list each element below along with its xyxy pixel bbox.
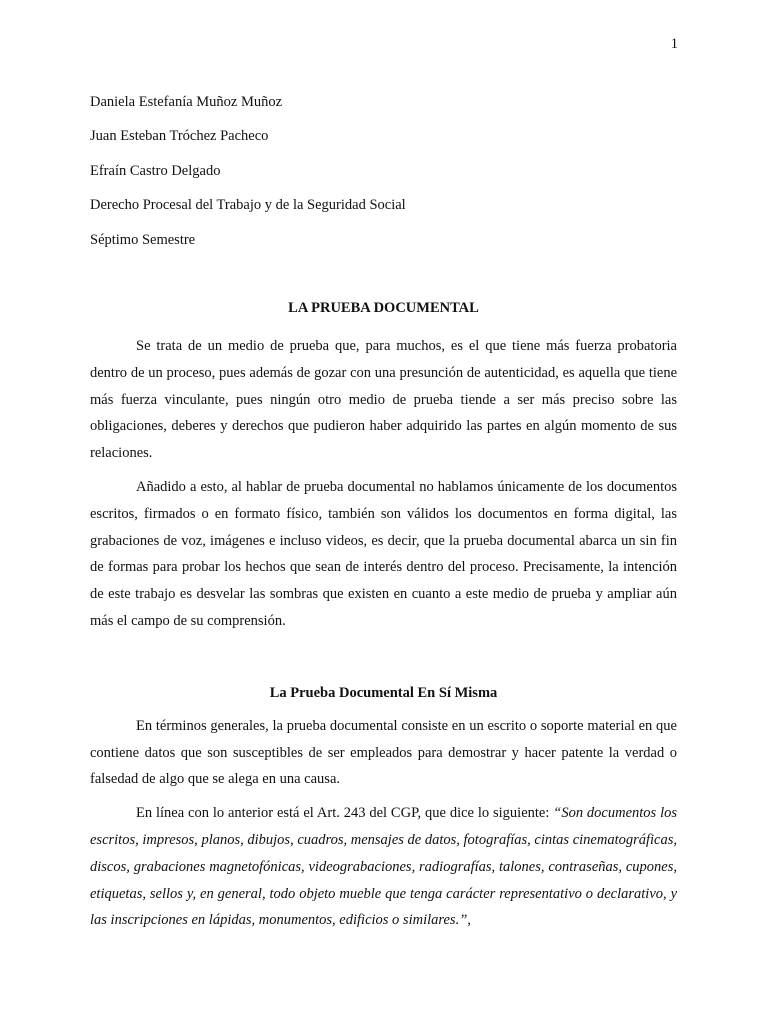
course-name: Derecho Procesal del Trabajo y de la Seguridad Social bbox=[90, 197, 406, 214]
document-title: LA PRUEBA DOCUMENTAL bbox=[288, 300, 479, 316]
section-paragraph-2 bbox=[90, 800, 677, 934]
author-name-2: Juan Esteban Tróchez Pacheco bbox=[90, 128, 269, 145]
intro-paragraph-2: Añadido a esto, al hablar de prueba documental no hablamos únicamente de los documentos escritos, firmados o en formato físico, también son válidos los documentos en forma digital, las grabaciones de voz, imágenes e incluso videos, es decir, que la prueba documental abarca un sin fin de formas para probar los hechos que sean de interés dentro del proceso. Precisamente, la intención de este trabajo es desvelar las sombras que existen en cuanto a este medio de prueba y ampliar aún más el campo de su comprensión. bbox=[90, 478, 677, 629]
section-heading: La Prueba Documental En Sí Misma bbox=[269, 684, 498, 701]
semester: Séptimo Semestre bbox=[90, 231, 196, 248]
author-name-1: Daniela Estefanía Muñoz Muñoz bbox=[90, 94, 283, 110]
article-intro-text: En línea con lo anterior está el Art. 243 del CGP, que dice lo siguiente: bbox=[136, 805, 554, 822]
author-header bbox=[90, 92, 406, 264]
article-quote: “Son documentos los escritos, impresos, planos, dibujos, cuadros, mensajes de datos, fotografías, cintas cinematográficas, discos, grabaciones magnetofónicas, videograbaciones, radiografías, talones, contraseñas, cupones, etiquetas, sellos y, en general, todo objeto mueble que tenga carácter representativo o declarativo, y las inscripciones en lápidas, monumentos, edificios o similares.” bbox=[90, 805, 677, 929]
quote-trailing-comma: , bbox=[467, 912, 471, 929]
page-number: 1 bbox=[670, 36, 678, 52]
author-name-3: Efraín Castro Delgado bbox=[90, 162, 221, 179]
section-paragraph-1: En términos generales, la prueba documental consiste en un escrito o soporte material en que contiene datos que son susceptibles de ser empleados para demostrar y hacer patente la verdad o falsedad de algo que se alega en una causa. bbox=[90, 717, 677, 788]
document-body bbox=[90, 300, 677, 934]
intro-paragraph-1: Se trata de un medio de prueba que, para muchos, es el que tiene más fuerza probatoria dentro de un proceso, pues además de gozar con una presunción de autenticidad, es aquella que tiene más fuerza vinculante, pues ningún otro medio de prueba tiende a ser más preciso sobre las obligaciones, deberes y derechos que pudieron haber adquirido las partes en algún momento de sus relaciones. bbox=[90, 338, 677, 462]
